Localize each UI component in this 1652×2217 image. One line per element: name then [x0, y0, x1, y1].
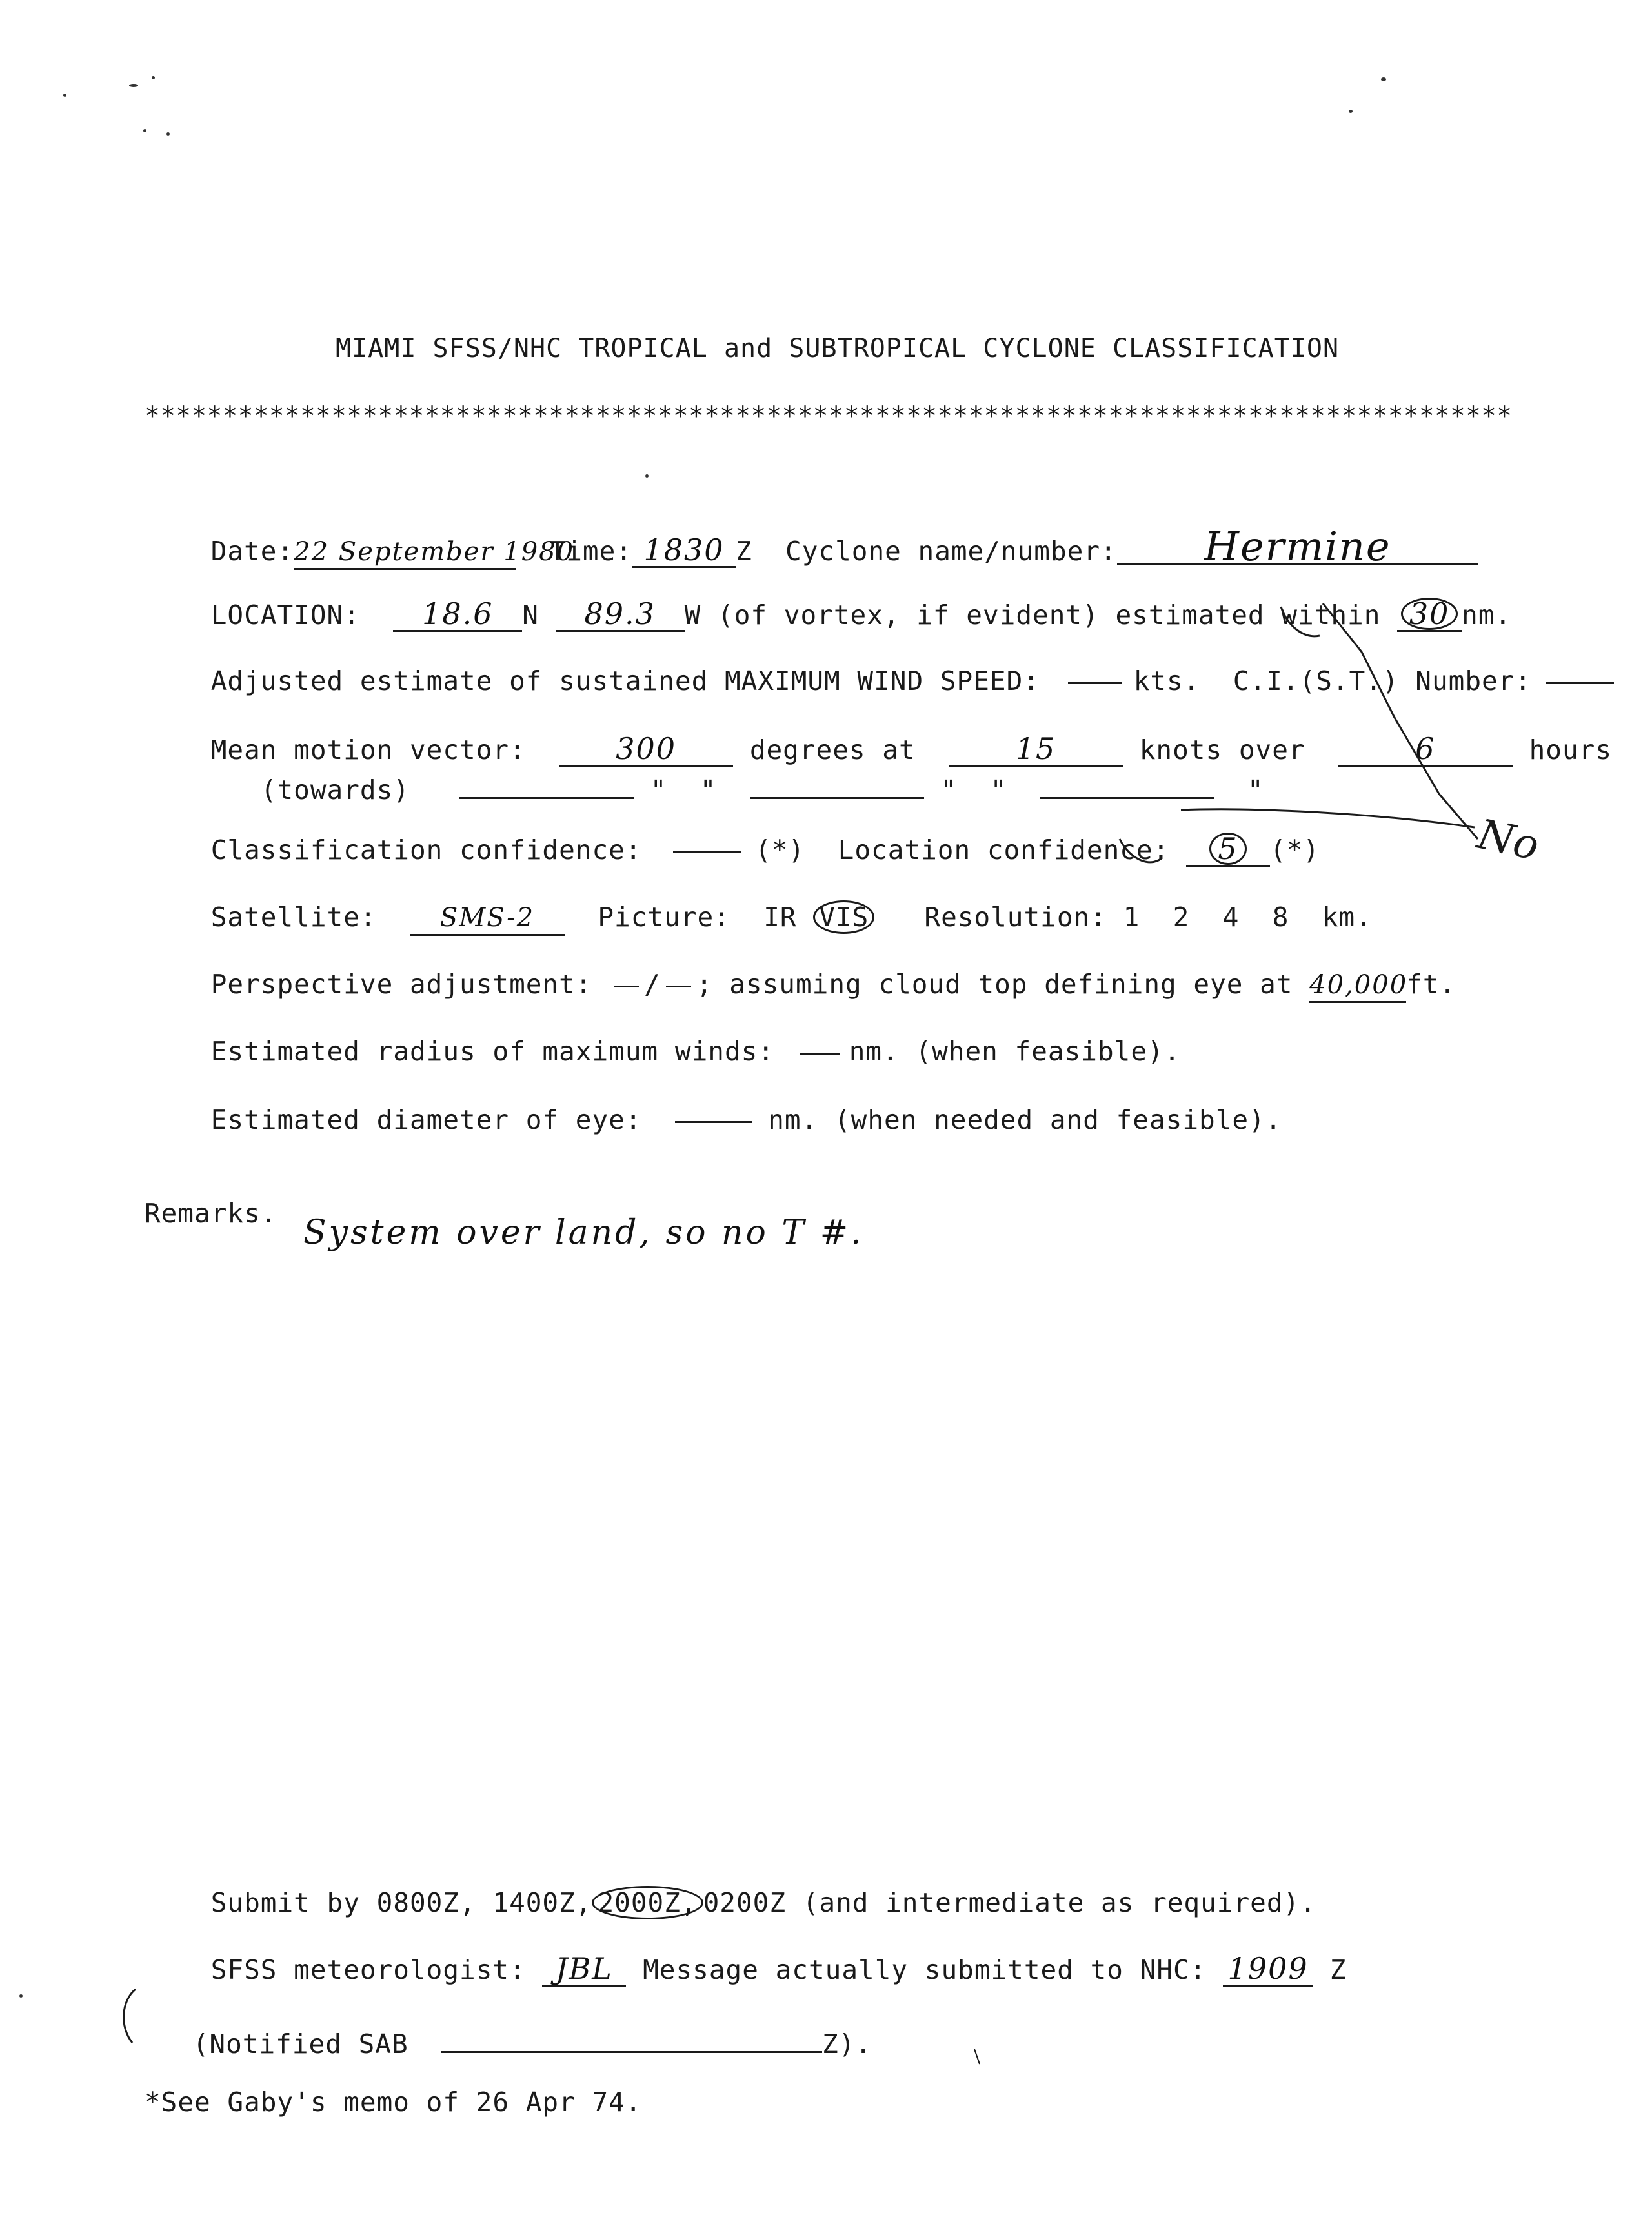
perspective-suffix: ; assuming cloud top defining eye at	[696, 969, 1293, 1000]
meteorologist-value: JBL	[542, 1952, 626, 1987]
ditto-marks-3: "	[1247, 774, 1264, 805]
knots-label: knots over	[1139, 734, 1305, 765]
resolution-8: 8	[1272, 902, 1289, 933]
scan-speck	[166, 132, 170, 136]
margin-initials: No	[1473, 810, 1544, 871]
picture-ir: IR	[763, 902, 797, 933]
class-conf-star: (*)	[755, 835, 805, 866]
eye-label: Estimated diameter of eye:	[210, 1104, 642, 1135]
message-value: 1909	[1223, 1952, 1313, 1987]
time-label: Time:	[549, 536, 632, 567]
location-label: LOCATION:	[210, 600, 360, 631]
scan-speck	[152, 76, 155, 79]
degrees-label: degrees at	[749, 734, 916, 765]
longitude-value: 89.3	[556, 598, 685, 632]
time-suffix: Z	[735, 536, 752, 567]
scan-speck	[63, 94, 66, 97]
motion-hours-value: 6	[1338, 733, 1513, 767]
perspective-sep: /	[644, 969, 661, 1000]
towards-label: (towards)	[260, 774, 410, 805]
notified-suffix: Z).	[822, 2029, 872, 2060]
scan-speck	[143, 129, 146, 132]
ditto-marks-2: " "	[940, 774, 1007, 805]
class-conf-label: Classification confidence:	[210, 835, 642, 866]
ci-label: C.I.(S.T.) Number:	[1233, 665, 1532, 696]
resolution-label: Resolution:	[924, 902, 1107, 933]
radius-label: Estimated radius of maximum winds:	[210, 1036, 775, 1067]
motion-knots-value: 15	[949, 733, 1123, 767]
picture-vis-circled: VIS	[813, 900, 874, 934]
cloud-top-value: 40,000	[1309, 969, 1406, 1003]
satellite-value: SMS-2	[410, 902, 565, 936]
resolution-1: 1	[1123, 902, 1140, 933]
loc-conf-star: (*)	[1270, 835, 1320, 866]
cyclone-label: Cyclone name/number:	[785, 536, 1117, 567]
hours-label: hours	[1529, 734, 1613, 765]
satellite-label: Satellite:	[210, 902, 377, 933]
separator-stars: ****************************************************************************************	[145, 401, 1513, 431]
latitude-value: 18.6	[393, 598, 522, 632]
loc-conf-circle: 5	[1209, 833, 1246, 865]
wind-suffix: kts.	[1133, 665, 1200, 696]
remarks-value: System over land, so no T #.	[303, 1213, 864, 1252]
picture-label: Picture:	[598, 902, 730, 933]
remarks-label: Remarks.	[145, 1198, 277, 1229]
scan-speck	[1381, 77, 1386, 81]
scan-speck	[19, 1994, 23, 1998]
date-label: Date:	[210, 536, 294, 567]
scan-speck	[645, 474, 649, 478]
radius-suffix: nm. (when feasible).	[849, 1036, 1181, 1067]
longitude-suffix: W (of vortex, if evident) estimated within	[684, 600, 1381, 631]
perspective-label: Perspective adjustment:	[210, 969, 592, 1000]
submit-prefix: Submit by 0800Z, 1400Z,	[210, 1887, 592, 1918]
within-suffix: nm.	[1462, 600, 1512, 631]
motion-label: Mean motion vector:	[210, 734, 526, 765]
resolution-2: 2	[1173, 902, 1190, 933]
motion-degrees-value: 300	[559, 733, 733, 767]
resolution-unit: km.	[1322, 902, 1372, 933]
time-value: 1830	[632, 534, 736, 568]
date-value: 22 September 1980	[294, 536, 516, 570]
ditto-marks-1: " "	[650, 774, 717, 805]
notified-prefix: (Notified SAB	[192, 2029, 408, 2060]
message-suffix: Z	[1329, 1954, 1347, 1985]
eye-suffix: nm. (when needed and feasible).	[768, 1104, 1282, 1135]
loc-conf-label: Location confidence:	[838, 835, 1170, 866]
meteorologist-label: SFSS meteorologist:	[210, 1954, 526, 1985]
submit-suffix: 0200Z (and intermediate as required).	[703, 1887, 1316, 1918]
wind-label: Adjusted estimate of sustained MAXIMUM WIND SPEED:	[210, 665, 1040, 696]
message-label: Message actually submitted to NHC:	[643, 1954, 1207, 1985]
form-title: MIAMI SFSS/NHC TROPICAL and SUBTROPICAL CYCLONE CLASSIFICATION	[336, 334, 1340, 363]
submit-circled: 2000Z,	[592, 1886, 703, 1919]
memo-note: *See Gaby's memo of 26 Apr 74.	[145, 2087, 642, 2118]
within-circle: 30	[1401, 598, 1458, 630]
scan-speck	[1349, 110, 1353, 113]
scan-speck	[129, 84, 138, 87]
cloud-top-unit: ft.	[1406, 969, 1456, 1000]
cyclone-value: Hermine	[1117, 531, 1478, 565]
resolution-4: 4	[1222, 902, 1240, 933]
latitude-suffix: N	[522, 600, 539, 631]
